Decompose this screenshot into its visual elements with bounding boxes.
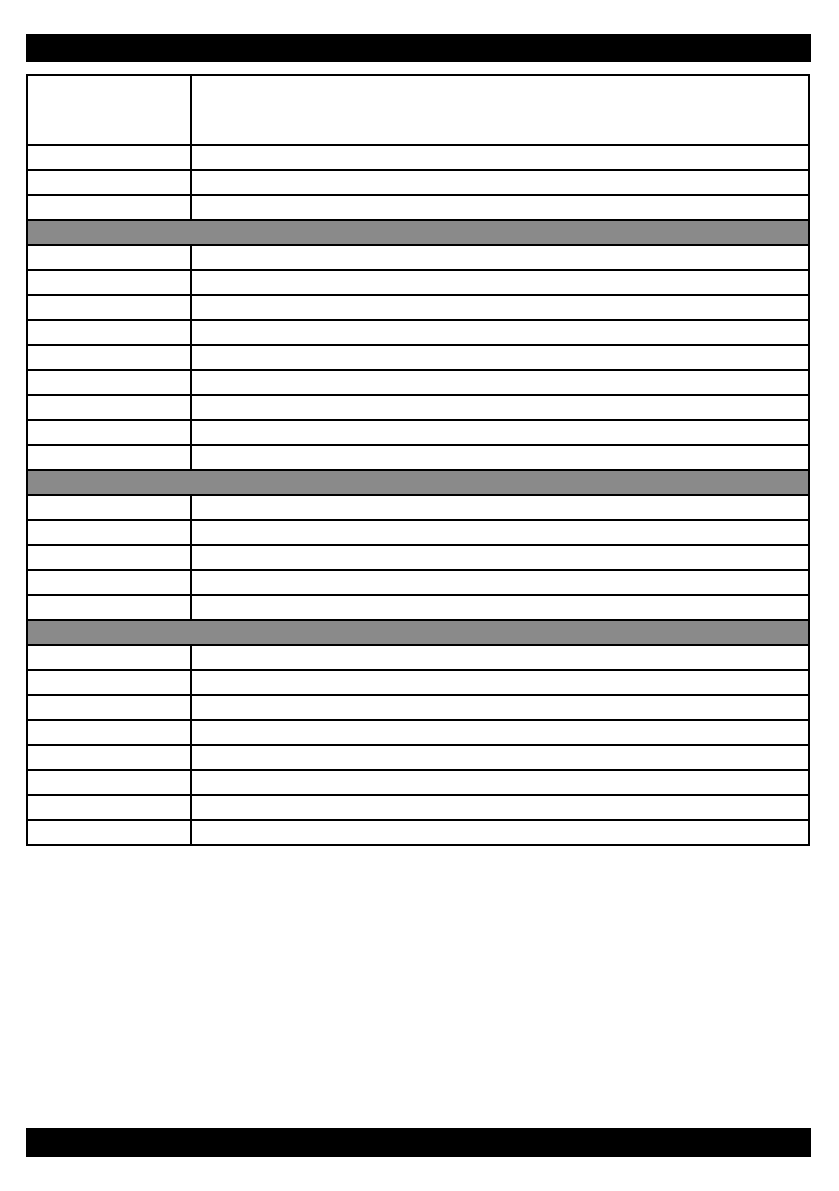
row-label	[27, 395, 191, 420]
table-row	[27, 545, 809, 570]
section-header	[27, 220, 809, 245]
row-label	[27, 320, 191, 345]
row-value	[191, 745, 809, 770]
row-label	[27, 445, 191, 470]
row-label	[27, 75, 191, 145]
row-value	[191, 545, 809, 570]
table-row	[27, 695, 809, 720]
row-value	[191, 195, 809, 220]
row-value	[191, 75, 809, 145]
table-row	[27, 295, 809, 320]
table-row	[27, 170, 809, 195]
row-value	[191, 795, 809, 820]
row-value	[191, 145, 809, 170]
row-label	[27, 145, 191, 170]
section-title	[27, 620, 809, 645]
table-row	[27, 395, 809, 420]
header-bar	[26, 34, 811, 62]
table-row	[27, 75, 809, 145]
table-row	[27, 320, 809, 345]
section-header	[27, 470, 809, 495]
table-row	[27, 745, 809, 770]
row-label	[27, 345, 191, 370]
section-title	[27, 470, 809, 495]
row-value	[191, 820, 809, 845]
row-value	[191, 495, 809, 520]
table-row	[27, 670, 809, 695]
section-header	[27, 620, 809, 645]
row-value	[191, 695, 809, 720]
row-label	[27, 795, 191, 820]
row-label	[27, 545, 191, 570]
row-label	[27, 695, 191, 720]
row-value	[191, 770, 809, 795]
row-label	[27, 720, 191, 745]
table-row	[27, 345, 809, 370]
row-value	[191, 345, 809, 370]
row-value	[191, 420, 809, 445]
row-value	[191, 670, 809, 695]
table-row	[27, 595, 809, 620]
row-value	[191, 645, 809, 670]
row-label	[27, 570, 191, 595]
row-value	[191, 370, 809, 395]
table-row	[27, 270, 809, 295]
row-label	[27, 370, 191, 395]
row-label	[27, 295, 191, 320]
row-label	[27, 770, 191, 795]
table-row	[27, 795, 809, 820]
table-row	[27, 145, 809, 170]
table-row	[27, 645, 809, 670]
table-row	[27, 445, 809, 470]
footer-bar	[26, 1128, 811, 1157]
row-value	[191, 395, 809, 420]
row-value	[191, 245, 809, 270]
row-label	[27, 595, 191, 620]
table-row	[27, 370, 809, 395]
table-row	[27, 420, 809, 445]
row-value	[191, 320, 809, 345]
row-label	[27, 495, 191, 520]
row-value	[191, 170, 809, 195]
table-row	[27, 720, 809, 745]
row-label	[27, 270, 191, 295]
table-row	[27, 245, 809, 270]
spec-table-body	[27, 75, 809, 845]
row-value	[191, 595, 809, 620]
row-label	[27, 745, 191, 770]
row-label	[27, 420, 191, 445]
row-value	[191, 270, 809, 295]
table-row	[27, 770, 809, 795]
table-row	[27, 495, 809, 520]
row-value	[191, 520, 809, 545]
row-label	[27, 170, 191, 195]
row-label	[27, 245, 191, 270]
table-row	[27, 520, 809, 545]
table-row	[27, 195, 809, 220]
table-row	[27, 570, 809, 595]
row-value	[191, 445, 809, 470]
spec-table	[26, 74, 810, 846]
row-label	[27, 520, 191, 545]
row-label	[27, 820, 191, 845]
section-title	[27, 220, 809, 245]
row-label	[27, 195, 191, 220]
row-label	[27, 645, 191, 670]
row-value	[191, 570, 809, 595]
row-value	[191, 720, 809, 745]
table-row	[27, 820, 809, 845]
row-label	[27, 670, 191, 695]
row-value	[191, 295, 809, 320]
